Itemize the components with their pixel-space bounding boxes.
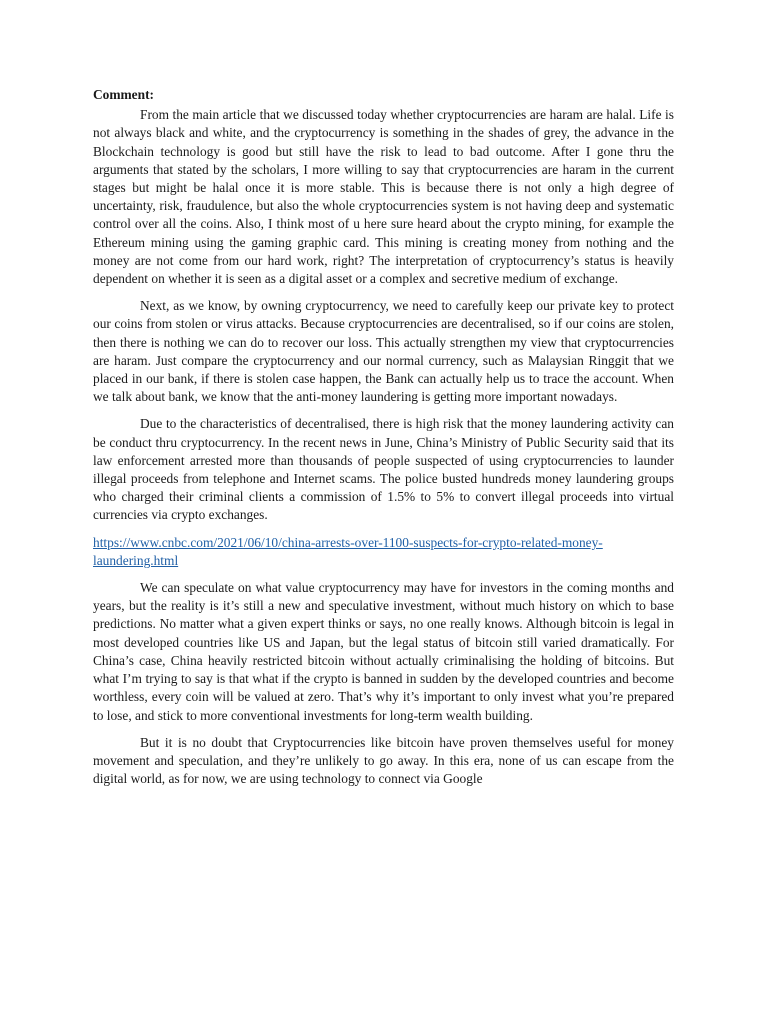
cnbc-article-link[interactable]: https://www.cnbc.com/2021/06/10/china-arrests-over-1100-suspects-for-crypto-related-money-laundering.html xyxy=(93,534,603,568)
reference-link-row xyxy=(93,534,674,570)
paragraph-haram-halal: From the main article that we discussed today whether cryptocurrencies are haram are halal. Life is not always black and white, and the cryptocurrency is something in the shades of grey, the advance in the Blockchain technology is good but still have the risk to lead to bad outcome. After I gone thru the arguments that stated by the scholars, I more willing to say that cryptocurrencies are haram in the current stages but might be halal once it is more stable. This is because there is not only a high degree of uncertainty, risk, fraudulence, but also the whole cryptocurrencies system is not having deep and systematic control over all the coins. Also, I think most of u here sure heard about the crypto mining, for example the Ethereum mining using the gaming graphic card. This mining is creating money from nothing and the money are not come from our hard work, right? The interpretation of cryptocurrency’s status is heavily dependent on whether it is seen as a digital asset or a complex and secretive medium of exchange. xyxy=(93,107,674,287)
comment-heading: Comment: xyxy=(93,87,154,102)
paragraph-money-laundering: Due to the characteristics of decentralised, there is high risk that the money laundering activity can be conduct thru cryptocurrency. In the recent news in June, China’s Ministry of Public Security said that its law enforcement arrested more than thousands of people suspected of using cryptocurrencies to launder illegal proceeds from telephone and Internet scams. The police busted hundreds money laundering groups who charged their criminal clients a commission of 1.5% to 5% to convert illegal proceeds into virtual currencies via crypto exchanges. xyxy=(93,416,674,523)
document-body xyxy=(93,86,674,797)
paragraph-speculation: We can speculate on what value cryptocurrency may have for investors in the coming months and years, but the reality is it’s still a new and speculative investment, without much history on which to base predictions. No matter what a given expert thinks or says, no one really knows. Although bitcoin is legal in most developed countries like US and Japan, but the legal status of bitcoin still varied dramatically. For China’s case, China heavily restricted bitcoin without actually criminalising the holding of bitcoins. But what I’m trying to say is that what if the crypto is banned in sudden by the developed countries and become worthless, every coin will be valued at zero. That’s why it’s important to only invest what you’re prepared to lose, and stick to more conventional investments for long-term wealth building. xyxy=(93,580,674,723)
paragraph-digital-world: But it is no doubt that Cryptocurrencies like bitcoin have proven themselves useful for money movement and speculation, and they’re unlikely to go away. In this era, none of us can escape from the digital world, as for now, we are using technology to connect via Google xyxy=(93,734,674,787)
paragraph-private-key: Next, as we know, by owning cryptocurrency, we need to carefully keep our private key to protect our coins from stolen or virus attacks. Because cryptocurrencies are decentralised, so if our coins are stolen, then there is nothing we can do to recover our loss. This actually strengthen my view that cryptocurrencies are haram. Just compare the cryptocurrency and our normal currency, such as Malaysian Ringgit that we placed in our bank, if there is stolen case happen, the Bank can actually help us to trace the account. When we talk about bank, we know that the anti-money laundering is getting more important nowadays. xyxy=(93,298,674,405)
